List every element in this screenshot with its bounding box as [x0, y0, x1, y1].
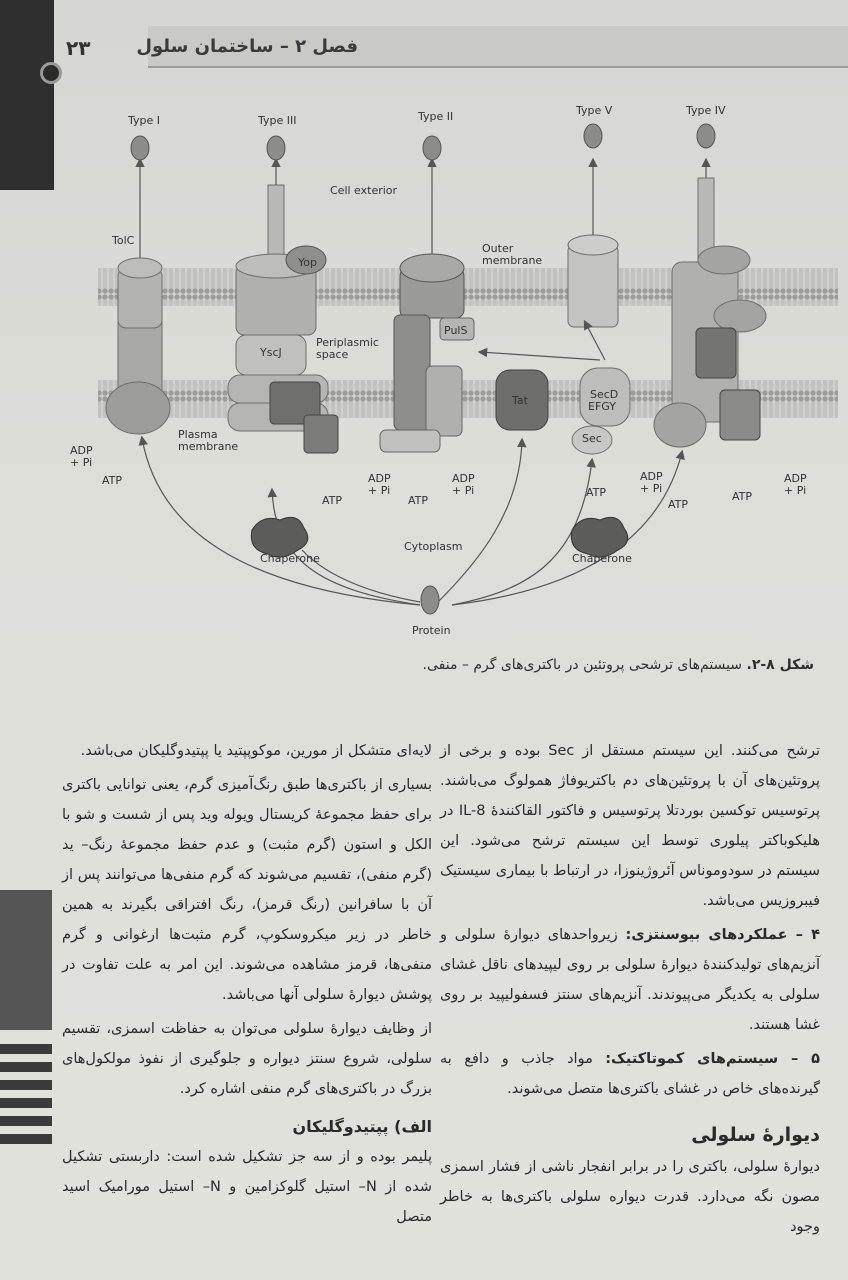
page-edge-bar	[0, 0, 54, 190]
secd-label-1: SecD	[590, 388, 619, 401]
adp-label-1b: + Pi	[70, 456, 93, 469]
peptidoglycan-heading: الف) پپتیدوگلیکان	[292, 1117, 432, 1136]
adp-label-2b: + Pi	[368, 484, 391, 497]
left-paragraph-2: بسیاری از باکتری‌ها طبق رنگ‌آمیزی گرم، یعنی توانایی باکتری برای حفظ مجموعهٔ کریستال ویوله وید پس از شست و شو با الکل و استون (گرم مثبت) و عدم حفظ مجموعهٔ رنگ– ید (گرم منفی)، تقسیم می‌شوند که گرم منفی‌ها می‌توانند پس از آن با سافرانین (رنگ قرمز)، رنگ افتراقی بگیرند به همین خاطر در زیر میکروسکوپ، گرم مثبت‌ها ارغوانی و گرم منفی‌ها، قرمز مشاهده می‌شوند. این امر به علت تفاوت در پوشش دیوارهٔ سلولی آنها می‌باشد.	[62, 777, 432, 1003]
protein-shape	[421, 586, 439, 614]
right-paragraph-2	[440, 920, 820, 1040]
biosynthetic-functions-heading: ۴ – عملکردهای بیوسنتزی:	[625, 927, 820, 943]
type-i-label: Type I	[128, 114, 161, 127]
cell-wall-heading: دیوارهٔ سلولی	[691, 1124, 820, 1146]
outer-membrane-label-1: Outer	[482, 242, 514, 255]
adp-label-5b: + Pi	[784, 484, 807, 497]
left-paragraph-1: لایه‌ای متشکل از مورین، موکوپپتید یا پپتیدوگلیکان می‌باشد.	[80, 743, 432, 759]
right-text-column	[440, 736, 820, 1246]
chaperone-label-left: Chaperone	[260, 552, 320, 565]
atp-label-5: ATP	[732, 490, 753, 503]
cell-exterior-label: Cell exterior	[330, 184, 398, 197]
outer-membrane-label-2: membrane	[482, 254, 543, 267]
biosynthetic-functions-text: زیرواحدهای دیوارهٔ سلولی و آنزیم‌های تولیدکنندهٔ دیوارهٔ سلولی بر روی لیپیدهای ناقل غشای سلولی به یکدیگر می‌پیوندند. آنزیم‌های سنتز فسفولیپید بر روی غشا هستند.	[440, 927, 820, 1033]
secretion-systems-figure	[60, 90, 840, 650]
right-paragraph-4: دیوارهٔ سلولی، باکتری را در برابر انفجار ناشی از فشار اسمزی مصون نگه می‌دارد. قدرت دیواره سلولی باکتری‌ها به خاطر وجود	[440, 1159, 820, 1235]
protein-label: Protein	[412, 624, 451, 637]
plasma-membrane-label-1: Plasma	[178, 428, 218, 441]
adp-label-5a: ADP	[784, 472, 807, 485]
page-number: ۲۳	[66, 36, 91, 60]
page-edge-marker	[40, 62, 62, 84]
secretion-diagram	[60, 90, 840, 650]
secd-to-membrane-arrow	[480, 352, 600, 360]
cytoplasm-label: Cytoplasm	[404, 540, 463, 553]
chemotactic-systems-text: مواد جاذب و دافع به گیرنده‌های خاص در غشای باکتری‌ها متصل می‌شوند.	[440, 1051, 820, 1097]
type-v-label: Type V	[576, 104, 613, 117]
adp-label-3a: ADP	[452, 472, 475, 485]
type-ii-label: Type II	[418, 110, 454, 123]
protein-to-tat-arrow	[438, 440, 522, 602]
left-text-column	[62, 736, 432, 1236]
atp-label-1: ATP	[102, 474, 123, 487]
page-edge-stripes	[0, 890, 52, 1190]
type-iv-label: Type IV	[686, 104, 726, 117]
left-paragraph-3: از وظایف دیوارهٔ سلولی می‌توان به حفاظت اسمزی، تقسیم سلولی، شروع سنتز دیواره و جلوگیری از نفوذ مولکول‌های بزرگ در باکتری‌های گرم منفی اشاره کرد.	[62, 1021, 432, 1097]
figure-caption-text: سیستم‌های ترشحی پروتئین در باکتری‌های گرم – منفی.	[422, 657, 747, 673]
chemotactic-systems-heading: ۵ – سیستم‌های کموتاکتیک:	[605, 1051, 820, 1067]
tat-label: Tat	[512, 394, 528, 407]
yop-label: Yop	[298, 256, 317, 269]
periplasmic-label-2: space	[316, 348, 349, 361]
adp-label-2a: ADP	[368, 472, 391, 485]
sec-label: Sec	[582, 432, 602, 445]
type-iii-label: Type III	[258, 114, 297, 127]
adp-label-4a: ADP	[640, 470, 663, 483]
atp-label-6: ATP	[668, 498, 689, 511]
atp-label-4: ATP	[586, 486, 607, 499]
secd-to-puls-arrow	[585, 322, 605, 360]
tolc-label: TolC	[112, 234, 135, 247]
yscj-label: YscJ	[260, 346, 282, 359]
atp-label-3: ATP	[408, 494, 429, 507]
right-paragraph-3	[440, 1044, 820, 1104]
atp-label-2: ATP	[322, 494, 343, 507]
chapter-title: فصل ۲ – ساختمان سلول	[136, 36, 358, 57]
adp-label-1a: ADP	[70, 444, 93, 457]
figure-caption-number: شکل ۸-۲.	[746, 657, 814, 673]
plasma-membrane-label-2: membrane	[178, 440, 239, 453]
secd-label-2: EFGY	[588, 400, 616, 413]
chaperone-label-right: Chaperone	[572, 552, 632, 565]
adp-label-3b: + Pi	[452, 484, 475, 497]
adp-label-4b: + Pi	[640, 482, 663, 495]
left-paragraph-4: پلیمر بوده و از سه جز تشکیل شده است: داربستی تشکیل شده از N– استیل گلوکزامین و N– استیل مورامیک اسید متصل	[62, 1149, 433, 1225]
right-paragraph-1: ترشح می‌کنند. این سیستم مستقل از Sec بوده و برخی از پروتئین‌های آن با پروتئین‌های دم باکتریوفاژ همولوگ می‌باشند. پرتوسیس توکسین بوردتلا پرتوسیس و فاکتور القاکنندهٔ IL-8 در هلیکوباکتر پیلوری توسط این سیستم ترشح می‌شود. این سیستم در سودوموناس آئروژینوزا، در ارتباط با بیماری سیستیک فیبروزیس می‌باشد.	[440, 743, 820, 909]
figure-caption	[194, 657, 814, 673]
puls-label: PulS	[444, 324, 468, 337]
periplasmic-label-1: Periplasmic	[316, 336, 379, 349]
